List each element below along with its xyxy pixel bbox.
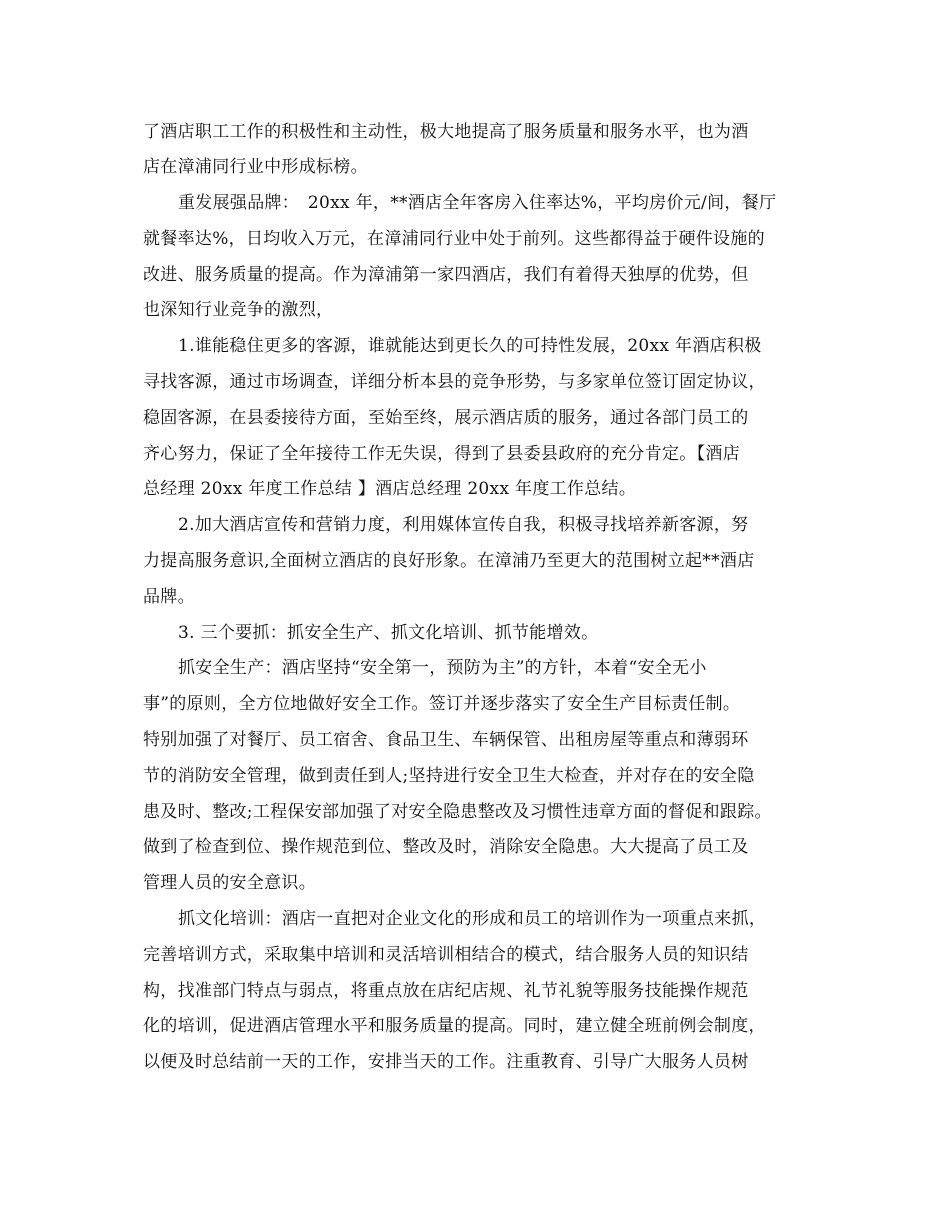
text-line: 品牌。 xyxy=(143,587,195,607)
text-line: 力提高服务意识,全面树立酒店的良好形象。在漳浦乃至更大的范围树立起**酒店 xyxy=(143,551,755,571)
text-line: 特别加强了对餐厅、员工宿舍、食品卫生、车辆保管、出租房屋等重点和薄弱环 xyxy=(143,730,749,750)
text-line: 抓安全生产：酒店坚持“安全第一，预防为主”的方针，本着“安全无小 xyxy=(178,658,707,678)
text-line: 店在漳浦同行业中形成标榜。 xyxy=(143,157,368,177)
text-line: 事”的原则，全方位地做好安全工作。签订并逐步落实了安全生产目标责任制。 xyxy=(143,694,741,714)
text-line: 做到了检查到位、操作规范到位、整改及时，消除安全隐患。大大提高了员工及 xyxy=(143,837,749,857)
text-line: 完善培训方式，采取集中培训和灵活培训相结合的模式，结合服务人员的知识结 xyxy=(143,945,749,965)
text-line: 就餐率达%，日均收入万元，在漳浦同行业中处于前列。这些都得益于硬件设施的 xyxy=(143,229,765,249)
text-line: 以便及时总结前一天的工作，安排当天的工作。注重教育、引导广大服务人员树 xyxy=(143,1052,749,1072)
text-line: 重发展强品牌： 20xx 年，**酒店全年客房入住率达%，平均房价元/间，餐厅 xyxy=(178,193,777,213)
text-line: 构，找准部门特点与弱点，将重点放在店纪店规、礼节礼貌等服务技能操作规范 xyxy=(143,981,749,1001)
text-line: 寻找客源，通过市场调查，详细分析本县的竞争形势，与多家单位签订固定协议， xyxy=(143,372,766,392)
text-line: 总经理 20xx 年度工作总结 】酒店总经理 20xx 年度工作总结。 xyxy=(143,479,637,499)
text-line: 2.加大酒店宣传和营销力度，利用媒体宣传自我，积极寻找培养新客源，努 xyxy=(178,515,749,535)
text-line: 抓文化培训：酒店一直把对企业文化的形成和员工的培训作为一项重点来抓， xyxy=(178,909,767,929)
text-line: 齐心努力，保证了全年接待工作无失误，得到了县委县政府的充分肯定。【酒店 xyxy=(143,444,740,464)
text-line: 了酒店职工工作的积极性和主动性，极大地提高了服务质量和服务水平，也为酒 xyxy=(143,122,749,142)
text-line: 3. 三个要抓：抓安全生产、抓文化培训、抓节能增效。 xyxy=(178,623,599,643)
text-line: 节的消防安全管理，做到责任到人;坚持进行安全卫生大检查，并对存在的安全隐 xyxy=(143,766,755,786)
text-line: 稳固客源，在县委接待方面，至始至终，展示酒店质的服务，通过各部门员工的 xyxy=(143,408,749,428)
text-line: 改进、服务质量的提高。作为漳浦第一家四酒店，我们有着得天独厚的优势，但 xyxy=(143,265,749,285)
text-line: 也深知行业竞争的激烈， xyxy=(143,300,334,320)
text-line: 化的培训，促进酒店管理水平和服务质量的提高。同时，建立健全班前例会制度， xyxy=(143,1016,766,1036)
text-line: 1.谁能稳住更多的客源，谁就能达到更长久的可持性发展，20xx 年酒店积极 xyxy=(178,336,762,356)
text-line: 患及时、整改;工程保安部加强了对安全隐患整改及习惯性违章方面的督促和跟踪。 xyxy=(143,802,772,822)
text-line: 管理人员的安全意识。 xyxy=(143,873,316,893)
